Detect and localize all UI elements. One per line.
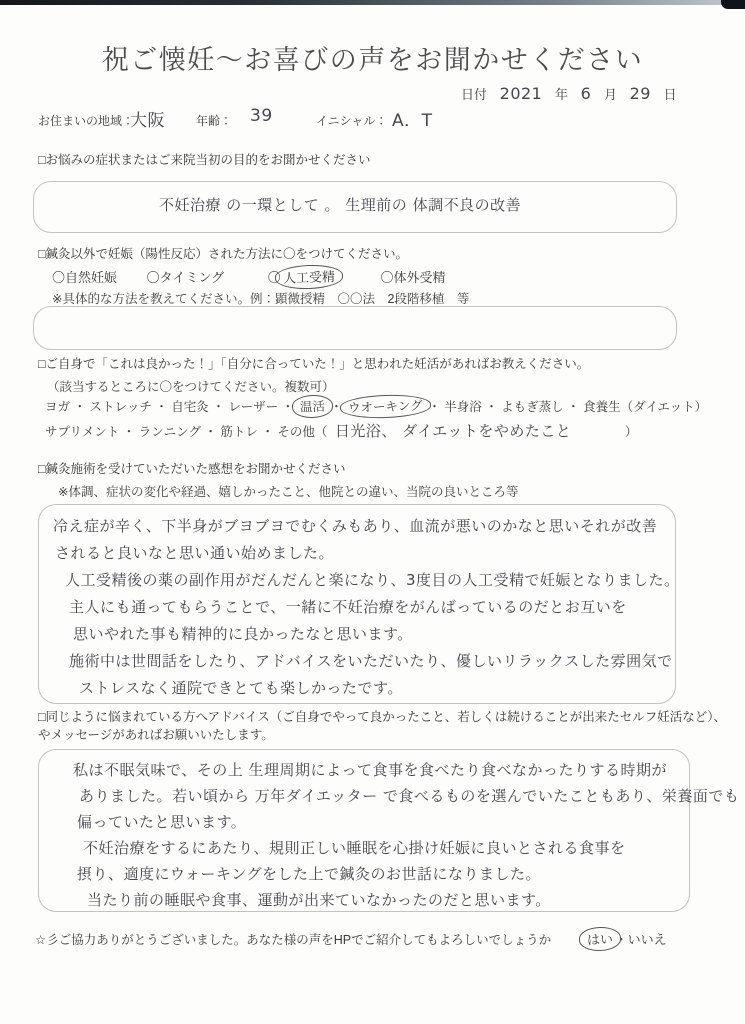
footer-yes-circled: はい — [578, 926, 621, 951]
q4-answer-line: 主人にも通ってもらうことで、一緒に不妊治療をがんばっているのだとお互いを — [69, 598, 627, 616]
date-month-value: 6 — [580, 84, 592, 103]
q4-answer-line: 人工受精後の薬の副作用がだんだんと楽になり、3度目の人工受精で妊娠となりました。 — [65, 571, 680, 589]
choices-separator: ・ — [326, 400, 347, 414]
q3-choices-line2 — [45, 420, 637, 441]
q4-sub-note: ※体調、症状の変化や経過、嬉しかったこと、他院との違い、当院の良いところ等 — [58, 485, 519, 499]
date-month-suffix: 月 — [603, 87, 617, 102]
option-timing — [147, 267, 225, 286]
q2-note: ※具体的な方法を教えてください。例：顕微授精 〇〇法 2段階移植 等 — [52, 292, 470, 306]
q4-answer-line: 思いやれた事も精神的に良かったなと思います。 — [73, 625, 413, 643]
date-year-suffix: 年 — [554, 87, 568, 102]
q5-answer-box — [38, 749, 740, 912]
choices-text: ヨガ ・ ストレッチ ・ 自宅灸 ・ レーザー ・ — [45, 400, 298, 414]
option-natural-pregnancy — [52, 267, 117, 286]
date-day-suffix: 日 — [663, 87, 677, 102]
scan-artifact-corner-mark — [721, 0, 745, 9]
option-ivf — [380, 267, 445, 286]
date-day-value: 29 — [629, 84, 651, 103]
footer-line — [35, 929, 667, 948]
q2-answer-box — [33, 306, 677, 350]
radio-circle-glyph: 〇 — [380, 270, 394, 285]
choices-close-paren: ） — [624, 425, 638, 439]
footer-no: いいえ — [627, 932, 667, 947]
age-label: 年齢： — [196, 114, 233, 128]
q1-answer-text: 不妊治療 の一環として 。 生理前の 体調不良の改善 — [159, 196, 522, 214]
radio-circle-glyph: 〇 — [267, 270, 281, 285]
date-label: 日付 — [461, 87, 488, 102]
q4-answer-box — [38, 504, 680, 704]
scan-artifact-top-bar — [0, 0, 745, 5]
option-label: 体外受精 — [393, 270, 446, 285]
choices-text: ・ 半身浴 ・ よもぎ蒸し ・ 食養生（ダイエット） — [424, 400, 708, 414]
q4-answer-line: 冷え症が辛く、下半身がブヨブヨでむくみもあり、血流が悪いのかなと思いそれが改善 — [53, 517, 658, 535]
q5-header-line2: やメッセージがあればお願いいたします。 — [38, 728, 274, 742]
date-year-value: 2021 — [499, 84, 543, 103]
q5-answer-line: ありました。若い頃から 万年ダイエッター で食べるものを選んでいたこともあり、栄養面でも — [79, 787, 740, 805]
q1-answer-box — [33, 181, 677, 233]
footer-thanks-text: ☆彡ご協力ありがとうございました。あなた様の声をHPでご紹介してもよろしいでしょうか — [35, 933, 552, 947]
q4-answer-line: 施術中は世間話をしたり、アドバイスをいただいたり、優しいリラックスした雰囲気で — [69, 652, 673, 670]
q4-header: □鍼灸施術を受けていただいた感想をお聞かせください — [38, 462, 346, 476]
radio-circle-glyph: 〇 — [52, 270, 66, 285]
q4-answer-line: ストレスなく通院できとても楽しかったです。 — [79, 679, 403, 697]
region-label: お住まいの地域： — [38, 114, 135, 128]
q3-sub-note: （該当するところに〇をつけてください。複数可） — [47, 380, 335, 394]
footer-yes-no — [585, 932, 667, 947]
region-value: 大阪 — [130, 111, 165, 131]
radio-circle-glyph: 〇 — [146, 270, 160, 285]
profile-line — [0, 106, 745, 132]
q5-answer-line: 偏っていたと思います。 — [77, 813, 247, 831]
q5-header-line1: □同じように悩まれている方へアドバイス（ご自身でやって良かったこと、若しくは続けることが出来たセルフ妊活など）、 — [38, 710, 727, 724]
q2-header: □鍼灸以外で妊娠（陽性反応）された方法に〇をつけてください。 — [38, 247, 409, 261]
footer-separator: ・ — [614, 932, 628, 947]
page-title: 祝ご懐妊～お喜びの声をお聞かせください — [101, 45, 644, 75]
q5-answer-line: 当たり前の睡眠や食事、運動が出来ていなかったのだと思います。 — [87, 891, 551, 909]
initial-value: A．T — [392, 111, 433, 131]
option-label: タイミング — [159, 270, 225, 285]
q2-options-row — [52, 267, 445, 286]
option-label-circled: 人工受精 — [274, 264, 343, 290]
choice-walking-circled: ウオーキング — [340, 393, 431, 419]
q5-answer-line: 摂り、適度にウォーキングをした上で鍼灸のお世話になりました。 — [77, 865, 541, 883]
option-label: 自然妊娠 — [65, 270, 118, 285]
age-value: 39 — [250, 106, 273, 126]
choice-onkatsu-circled: 温活 — [291, 394, 333, 418]
q4-answer-line: されると良いなと思い通い始めました。 — [55, 544, 335, 562]
q5-answer-line: 私は不眠気味で、その上 生理周期によって食事を食べたり食べなかったりする時期が — [73, 761, 667, 779]
choices-text: サプリメント ・ ランニング ・ 筋トレ ・ その他（ — [45, 425, 328, 439]
q5-answer-line: 不妊治療をするにあたり、規則正しい睡眠を心掛け妊娠に良いとされる食事を — [83, 839, 626, 857]
q1-header: □お悩みの症状またはご来院当初の目的をお聞かせください — [38, 153, 371, 167]
date-line — [458, 84, 680, 103]
q3-other-answer: 日光浴、 ダイエットをやめたこと — [334, 422, 572, 440]
initial-label: イニシャル： — [316, 114, 388, 128]
q3-header: □ご自身で「これは良かった！」「自分に合っていた！」と思われた妊活があればお教えください。 — [38, 357, 590, 371]
q3-choices-line1 — [45, 397, 707, 415]
option-artificial-insemination — [268, 267, 337, 286]
